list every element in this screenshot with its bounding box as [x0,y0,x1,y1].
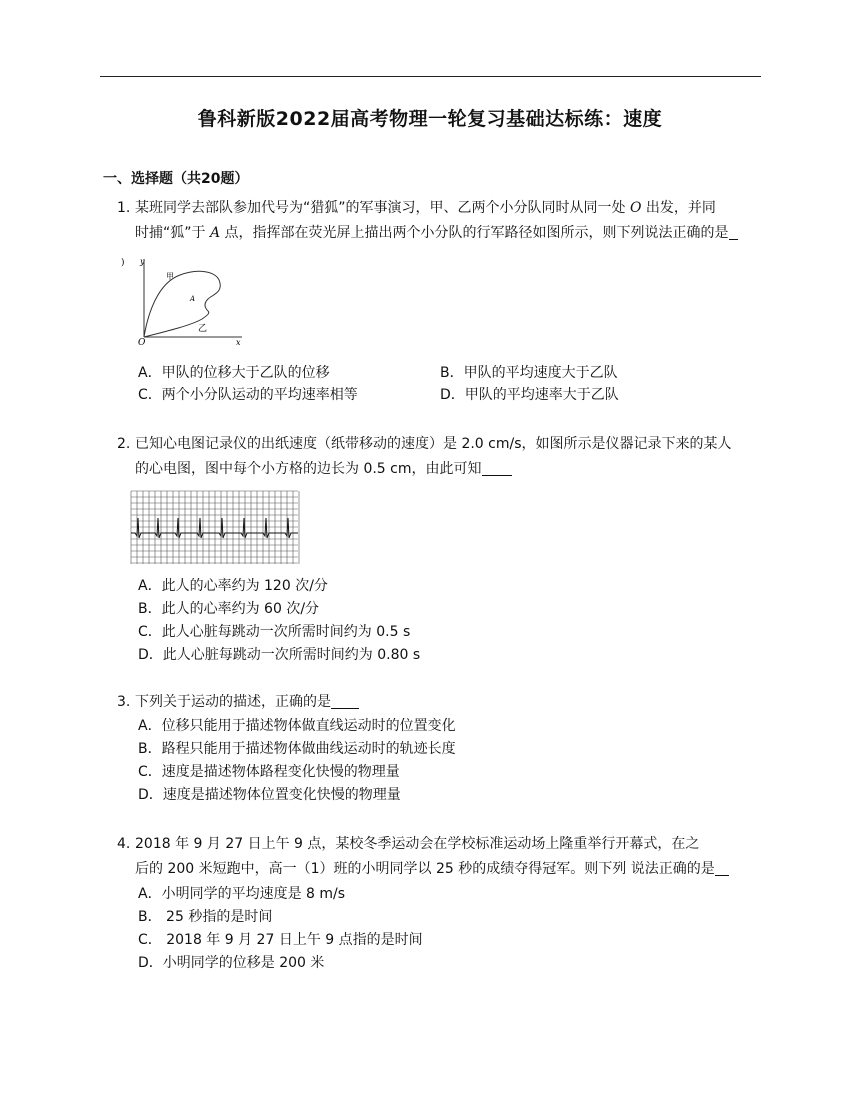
question-text: 已知心电图记录仪的出纸速度（纸带移动的速度）是 2.0 cm/s，如图所示是仪器记录下来的某人 [135,436,732,452]
option-d: D．小明同学的位移是 200 米 [138,955,325,971]
answer-blank [729,224,738,240]
x-label: x [236,338,241,347]
point-a-label: A [190,295,196,303]
ecg-figure [130,490,300,566]
question-text: 的心电图，图中每个小方格的边长为 0.5 cm，由此可知 [135,461,482,477]
variable-a: A [209,225,221,241]
section-heading: 一、选择题（共20题） [103,171,249,187]
question-number: 1. [117,200,131,216]
question-text: 下列关于运动的描述，正确的是 [135,694,331,710]
option-d: D．速度是描述物体位置变化快慢的物理量 [138,787,401,803]
document-title: 鲁科新版2022届高考物理一轮复习基础达标练：速度 [197,108,663,130]
option-b: B． 25 秒指的是时间 [138,909,273,925]
option-c: C．速度是描述物体路程变化快慢的物理量 [138,764,400,780]
path-figure [118,253,248,353]
option-c: C．两个小分队运动的平均速率相等 [138,387,358,403]
header-rule [100,76,761,77]
option-a: A．甲队的位移大于乙队的位移 [138,365,330,381]
question-text: 出发，并同 [645,200,716,216]
y-label: y [140,257,145,266]
svg-text:): ) [121,258,125,268]
question-2 [117,432,763,482]
option-b: B．路程只能用于描述物体做曲线运动时的轨迹长度 [138,741,456,757]
question-number: 2. [117,436,131,452]
answer-blank [715,860,729,876]
option-a: A．此人的心率约为 120 次/分 [138,578,328,594]
variable-o: O [629,200,642,216]
answer-blank [331,693,359,709]
option-d: D．此人心脏每跳动一次所需时间约为 0.80 s [138,647,421,663]
option-a: A．位移只能用于描述物体做直线运动时的位置变化 [138,718,456,734]
question-text: 点，指挥部在荧光屏上描出两个小分队的行军路径如图所示，则下列说法正确的是 [224,225,729,241]
option-b: B．此人的心率约为 60 次/分 [138,601,320,617]
answer-blank [482,460,512,476]
question-1 [117,196,763,246]
jia-path [144,271,220,337]
jia-label: 甲 [166,272,174,281]
question-text: 后的 200 米短跑中，高一（1）班的小明同学以 25 秒的成绩夺得冠军。则下列 说法正确的是 [135,861,715,877]
question-4 [117,832,763,882]
question-number: 4. [117,836,131,852]
yi-label: 乙 [198,324,208,334]
option-a: A．小明同学的平均速度是 8 m/s [138,886,346,902]
question-number: 3. [117,694,131,710]
origin-label: O [138,338,146,348]
question-text: 2018 年 9 月 27 日上午 9 点，某校冬季运动会在学校标准运动场上隆重举行开幕式，在之 [135,836,700,852]
option-c: C． 2018 年 9 月 27 日上午 9 点指的是时间 [138,932,423,948]
question-text: 时捕“狐”于 [135,225,206,241]
option-b: B．甲队的平均速度大于乙队 [440,365,618,381]
question-3 [117,690,763,715]
option-d: D．甲队的平均速率大于乙队 [440,387,619,403]
question-text: 某班同学去部队参加代号为“猎狐”的军事演习，甲、乙两个小分队同时从同一处 [135,200,626,216]
option-c: C．此人心脏每跳动一次所需时间约为 0.5 s [138,624,411,640]
